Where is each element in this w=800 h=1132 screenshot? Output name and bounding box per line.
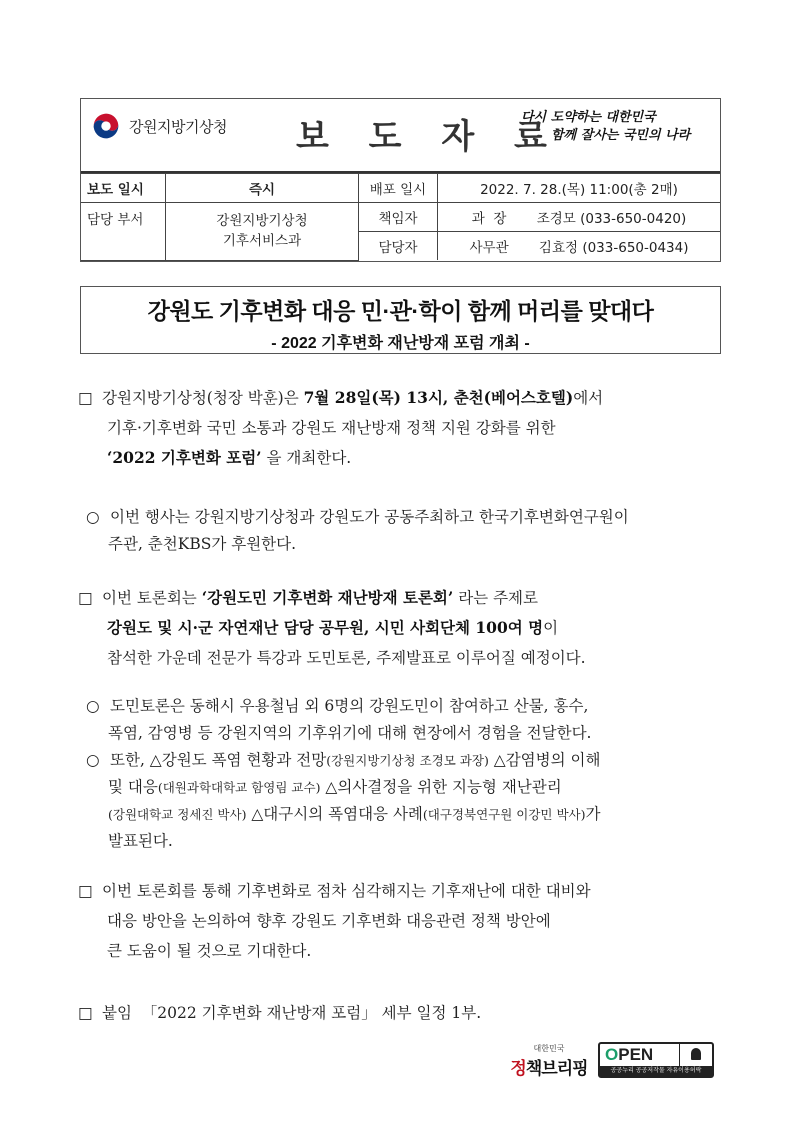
release-label: 보도 일시	[81, 174, 166, 203]
briefing-accent: 정	[510, 1059, 526, 1079]
headline: 강원도 기후변화 대응 민·관·학이 함께 머리를 맞대다	[147, 298, 654, 324]
open-rest: PEN	[618, 1045, 654, 1064]
presenter: (강원대학교 정세진 박사)	[108, 807, 247, 822]
table-row	[81, 174, 720, 203]
contact-name: 김효정 (033-650-0434)	[538, 240, 689, 256]
text-span: △감염병의 이해	[488, 751, 601, 769]
distribute-value: 2022. 7. 28.(목) 11:00(총 2매)	[438, 174, 721, 203]
dept-line-2: 기후서비스과	[222, 233, 302, 250]
paragraph-1	[78, 383, 728, 473]
paragraph-1-line-2: 기후·기후변화 국민 소통과 강원도 재난방재 정책 지원 강화를 위한	[107, 419, 556, 437]
kogl-open-license-badge	[598, 1042, 714, 1078]
manager-label: 책임자	[359, 203, 438, 232]
paragraph-2	[78, 583, 728, 673]
text-span: 폭염, 감영병 등 강원지역의 기후위기에 대해 현장에서 경험을 전달한다.	[108, 724, 592, 742]
briefing-name	[510, 1059, 587, 1079]
org-name: 강원지방기상청	[129, 117, 227, 136]
text-span: 이	[543, 619, 559, 637]
contact-title: 사무관	[469, 240, 509, 256]
text-span: 큰 도움이 될 것으로 기대한다.	[107, 942, 312, 960]
slogan-line-1: 다시 도약하는 대한민국	[521, 110, 656, 125]
open-o: O	[605, 1045, 619, 1064]
press-header-table	[80, 98, 721, 262]
participants: 강원도 및 시·군 자연재난 담당 공무원, 시민 사회단체 100여 명	[107, 618, 544, 637]
manager-value	[438, 203, 721, 232]
paragraph-3	[78, 876, 728, 966]
paragraph-2-sub-2	[86, 747, 728, 855]
press-release-title: 보 도 자 료	[296, 117, 561, 157]
org-logo	[91, 111, 227, 141]
bold-date-place: 7월 28일(목) 13시, 춘천(베어스호텔)	[303, 388, 574, 407]
text-span: 이번 토론회를 통해 기후변화로 점차 심각해지는 기후재난에 대한 대비와	[102, 882, 591, 900]
dept-label: 담당 부서	[81, 203, 166, 261]
attachment-note	[78, 998, 728, 1028]
open-wordmark	[605, 1045, 653, 1065]
open-license-bar: 공공누리 공공저작물 자유이용허락	[600, 1066, 712, 1076]
taegeuk-logo-icon	[91, 111, 121, 141]
contact-value	[438, 232, 721, 261]
policy-briefing-logo	[507, 1043, 591, 1079]
dept-value	[166, 203, 359, 261]
text-span: 참석한 가운데 전문가 특강과 도민토론, 주제발표로 이루어질 예정이다.	[107, 649, 586, 667]
release-info-table	[81, 173, 720, 261]
square-bullet-icon: □	[78, 882, 93, 900]
text-span: 에서	[573, 389, 604, 407]
text-span: 을 개최한다.	[261, 449, 352, 467]
dept-line-1: 강원지방기상청	[216, 213, 308, 230]
header-banner	[81, 99, 720, 173]
text-line	[86, 801, 728, 828]
government-slogan	[521, 109, 711, 145]
attribution-person-icon	[679, 1044, 712, 1068]
paragraph-1-line-3	[78, 443, 728, 473]
circle-bullet-icon: ○	[86, 751, 100, 769]
briefing-rest: 책브리핑	[525, 1059, 588, 1079]
distribute-label: 배포 일시	[359, 174, 438, 203]
attachment-text: 붙임 「2022 기후변화 재난방재 포럼」 세부 일정 1부.	[102, 1004, 482, 1022]
paragraph-2-sub-1	[86, 693, 728, 747]
slogan-line-2: 함께 잘사는 국민의 나라	[551, 128, 691, 143]
text-span: 라는 주제로	[453, 589, 539, 607]
square-bullet-icon: □	[78, 1004, 93, 1022]
manager-title: 과 장	[471, 211, 507, 227]
circle-bullet-icon: ○	[86, 508, 100, 526]
headline-box	[80, 286, 721, 354]
presenter: (대구경북연구원 이강민 박사)	[422, 807, 586, 822]
text-span: △대구시의 폭염대응 사례	[246, 805, 423, 823]
circle-bullet-icon: ○	[86, 697, 100, 715]
release-value: 즉시	[166, 174, 359, 203]
contact-label: 담당자	[359, 232, 438, 261]
text-span: 가	[585, 805, 601, 823]
paragraph-2-line-2	[78, 613, 728, 643]
sub-headline: - 2022 기후변화 재난방재 포럼 개최 -	[271, 335, 530, 352]
text-span: 또한, △강원도 폭염 현황과 전망	[110, 751, 327, 769]
text-span: 도민토론은 동해시 우용철님 외 6명의 강원도민이 참여하고 산물, 홍수,	[110, 697, 589, 715]
text-span: △의사결정을 위한 지능형 재난관리	[320, 778, 562, 796]
square-bullet-icon: □	[78, 389, 93, 407]
text-line	[86, 774, 728, 801]
text-span: 이번 행사는 강원지방기상청과 강원도가 공동주최하고 한국기후변화연구원이	[110, 508, 629, 526]
text-span: 주관, 춘천KBS가 후원한다.	[108, 535, 297, 553]
manager-name: 조경모 (033-650-0420)	[536, 211, 687, 227]
forum-name: ‘2022 기후변화 포럼’	[107, 448, 262, 467]
briefing-small-text: 대한민국	[533, 1044, 565, 1053]
text-span: 강원지방기상청(청장 박훈)은	[102, 389, 304, 407]
text-span: 이번 토론회는	[102, 589, 202, 607]
presenter: (강원지방기상청 조경모 과장)	[326, 753, 489, 768]
forum-theme: ‘강원도민 기후변화 재난방재 토론회’	[201, 588, 454, 607]
presenter: (대원과학대학교 함영림 교수)	[157, 780, 321, 795]
table-row	[81, 203, 720, 232]
text-span: 및 대응	[108, 778, 158, 796]
text-span: 대응 방안을 논의하여 향후 강원도 기후변화 대응관련 정책 방안에	[107, 912, 551, 930]
square-bullet-icon: □	[78, 589, 93, 607]
text-span: 발표된다.	[108, 832, 173, 850]
paragraph-1-sub	[86, 504, 728, 558]
